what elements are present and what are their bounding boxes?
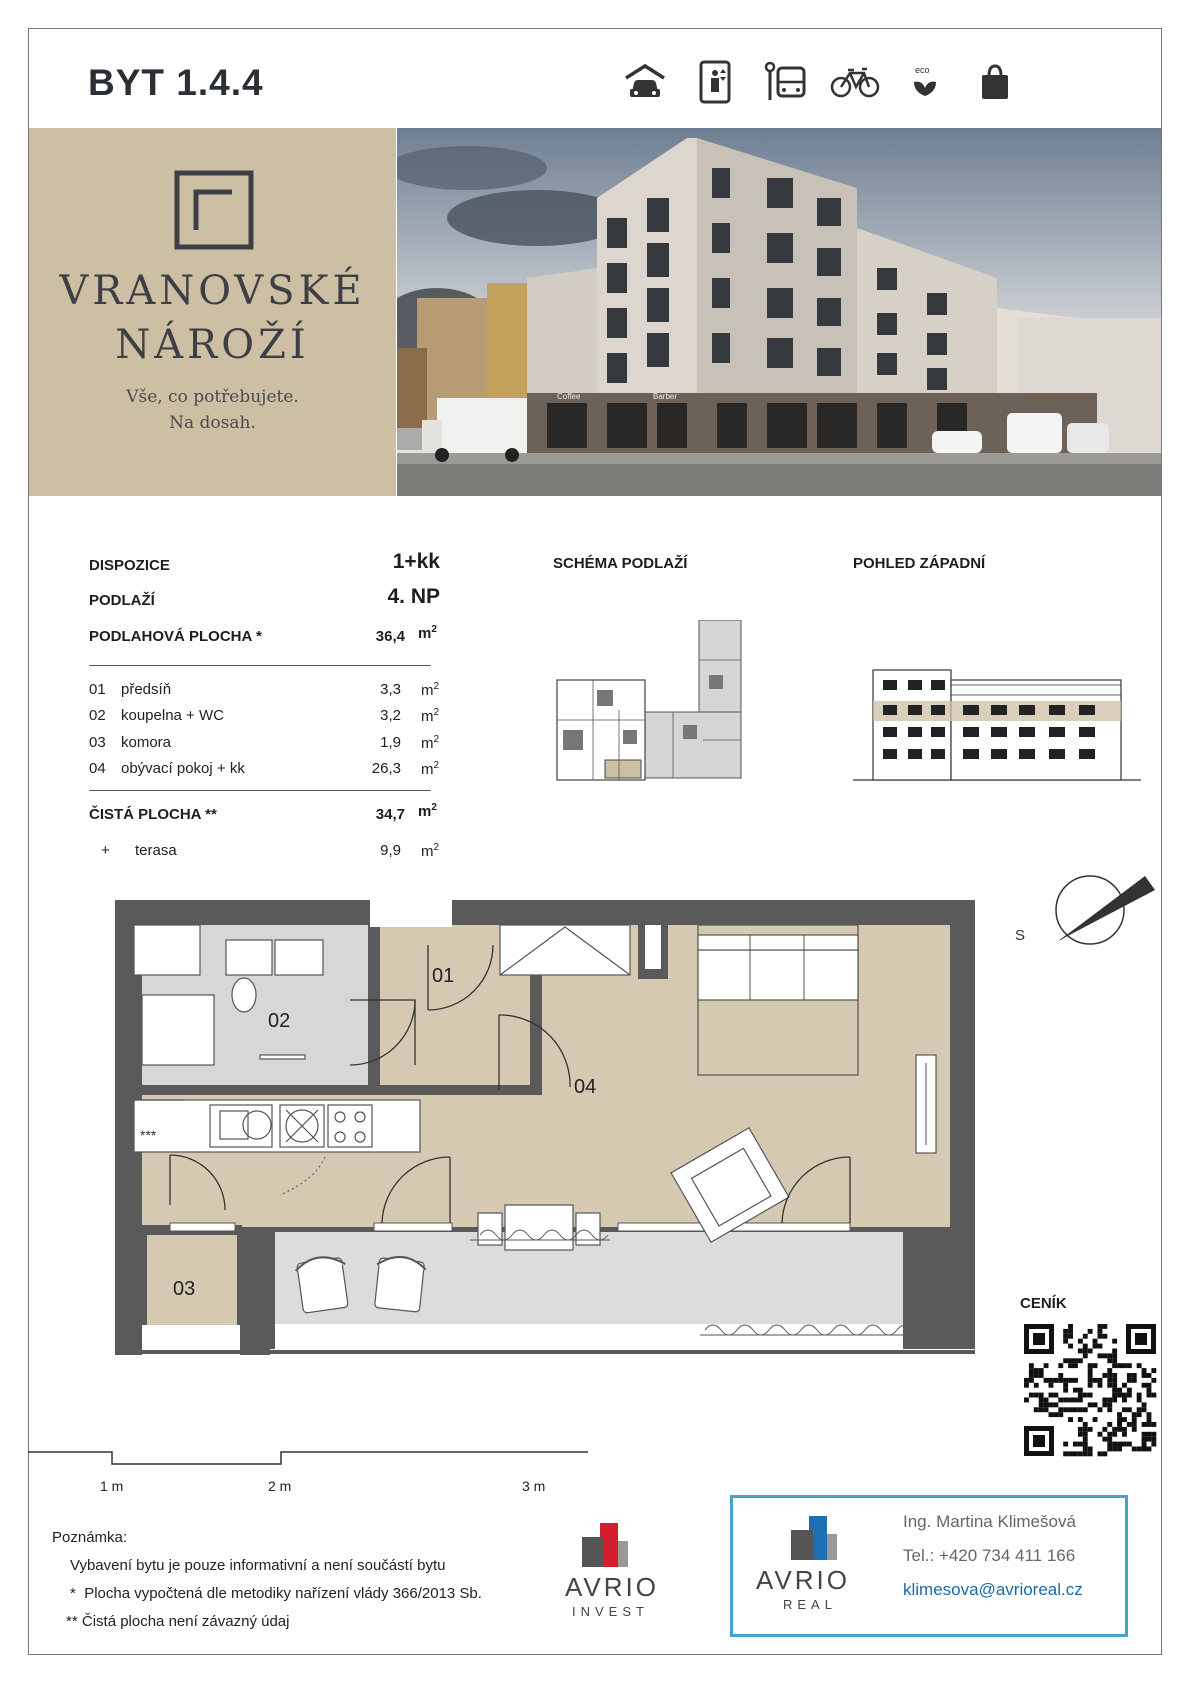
apartment-floor-plan [110, 895, 990, 1435]
schema-title: SCHÉMA PODLAŽÍ [553, 555, 688, 572]
room-row-02: 02 koupelna + WC 3,2 $m^2$ [89, 707, 439, 725]
avrio-real-name: AVRIO [756, 1565, 850, 1595]
avrio-invest-sub: INVEST [572, 1604, 649, 1619]
avrio-invest-logo [560, 1515, 690, 1620]
eco-leaf-icon [890, 60, 960, 104]
room-row-03: 03 komora 1,9 $m^2$ [89, 734, 439, 752]
avrio-real-logo [751, 1508, 881, 1613]
divider-1 [89, 665, 431, 666]
contact-email[interactable]: klimesova@avrioreal.cz [903, 1580, 1083, 1599]
room-label-02: 02 [268, 1010, 291, 1032]
west-elevation-diagram [853, 665, 1143, 785]
avrio-real-sub: REAL [783, 1597, 837, 1612]
avrio-invest-name: AVRIO [565, 1572, 659, 1602]
cista-plocha-unit: $m^2$ [418, 802, 437, 820]
plocha-label: PODLAHOVÁ PLOCHA * [89, 628, 262, 645]
bus-stop-icon [750, 60, 820, 104]
room-row-01: 01 předsíň 3,3 $m^2$ [89, 681, 439, 699]
divider-2 [89, 790, 431, 791]
tagline-2: Na dosah. [169, 413, 256, 433]
shopping-bag-icon [960, 60, 1030, 104]
hero-banner [29, 128, 1161, 496]
contact-name: Ing. Martina Klimešová [903, 1512, 1076, 1531]
scale-3m: 3 m [522, 1478, 546, 1494]
photo-sign-coffee: Coffee [557, 392, 581, 401]
cista-plocha-label: ČISTÁ PLOCHA ** [89, 806, 217, 823]
plocha-value: 36,4 [375, 628, 405, 645]
pohled-title: POHLED ZÁPADNÍ [853, 555, 986, 572]
notes-block [52, 1524, 482, 1636]
brand-name [29, 264, 396, 372]
cista-plocha-value: 34,7 [375, 806, 405, 823]
kitchen-marker-stars: *** [140, 1127, 157, 1143]
brand-tagline [29, 384, 396, 436]
cenik-label: CENÍK [1020, 1295, 1067, 1312]
eco-text: eco [915, 65, 930, 75]
room-label-01: 01 [432, 965, 455, 987]
terasa-row: + terasa 9,9 $m^2$ [101, 842, 439, 860]
compass-label: S [1015, 927, 1026, 944]
bicycle-icon [820, 60, 890, 104]
floor-schema-diagram [553, 620, 753, 790]
podlazi-value: 4. NP [387, 585, 440, 608]
notes-heading: Poznámka: [52, 1529, 128, 1546]
pricing-qr-code[interactable] [1020, 1320, 1160, 1460]
dispozice-label: DISPOZICE [89, 557, 170, 574]
contact-box [730, 1495, 1128, 1637]
podlazi-label: PODLAŽÍ [89, 592, 155, 609]
photo-sign-barber: Barber [653, 392, 678, 401]
building-photo [397, 128, 1161, 496]
garage-icon [610, 60, 680, 104]
brand-line-1: VRANOVSKÉ [59, 268, 366, 314]
notes-line-2: * Plocha vypočtená dle metodiky nařízení vlády 366/2013 Sb. [70, 1585, 482, 1602]
notes-line-3: ** Čistá plocha není závazný údaj [66, 1613, 290, 1630]
page-title: BYT 1.4.4 [88, 62, 264, 103]
room-label-04: 04 [574, 1076, 597, 1098]
plocha-unit: $m^2$ [418, 624, 437, 642]
amenity-icons [610, 60, 1030, 104]
compass-north-arrow-icon [1005, 870, 1155, 960]
notes-line-1: Vybavení bytu je pouze informativní a není součástí bytu [70, 1557, 446, 1574]
brand-line-2: NÁROŽÍ [115, 322, 310, 368]
tagline-1: Vše, co potřebujete. [126, 387, 299, 407]
room-row-04: 04 obývací pokoj + kk 26,3 $m^2$ [89, 760, 439, 778]
brand-panel [29, 128, 396, 496]
elevator-icon [680, 60, 750, 104]
scale-bar [28, 1450, 588, 1480]
dispozice-value: 1+kk [392, 550, 440, 573]
brand-logo-icon [174, 170, 254, 250]
contact-phone[interactable]: Tel.: +420 734 411 166 [903, 1546, 1076, 1565]
scale-2m: 2 m [268, 1478, 292, 1494]
room-label-03: 03 [173, 1278, 196, 1300]
scale-1m: 1 m [100, 1478, 124, 1494]
